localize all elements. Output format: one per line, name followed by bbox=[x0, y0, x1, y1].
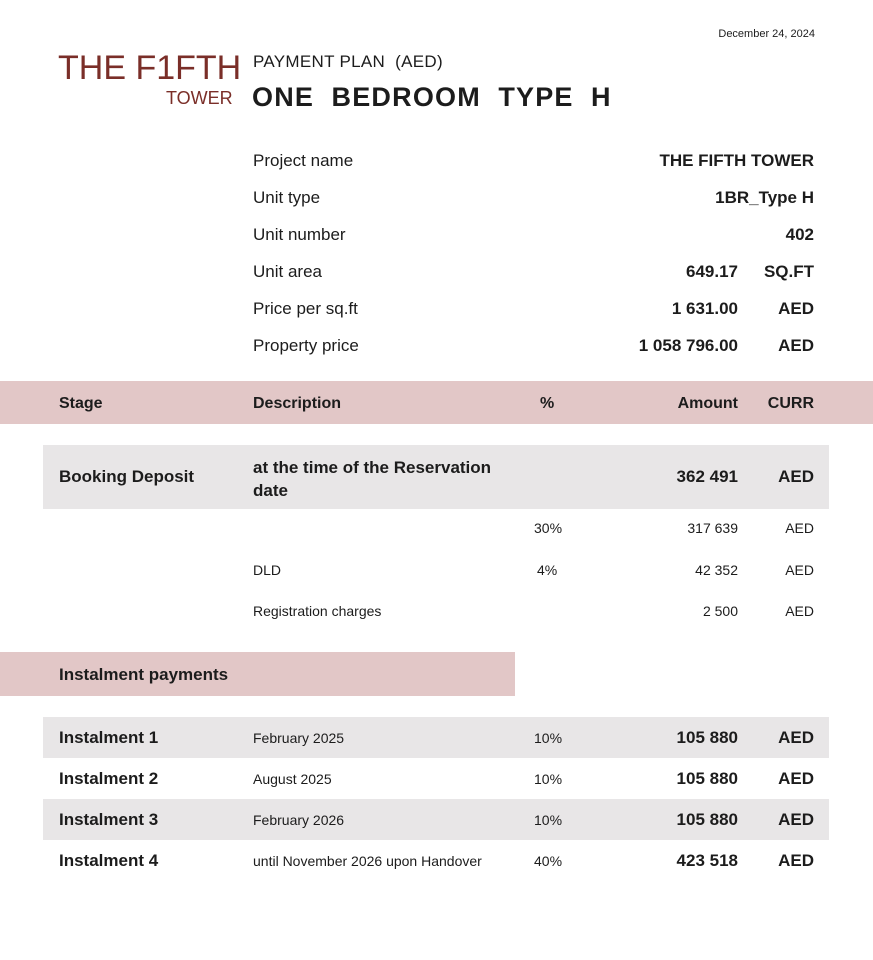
detail-curr: AED bbox=[785, 520, 814, 536]
info-value: 1BR_Type H bbox=[715, 188, 814, 207]
logo-text-main: THE F1FTH bbox=[58, 49, 242, 87]
instalment-curr: AED bbox=[778, 851, 814, 870]
detail-curr: AED bbox=[785, 603, 814, 619]
table-header-band bbox=[0, 381, 873, 424]
info-row-price-per-sqft bbox=[253, 299, 814, 336]
header-percent: % bbox=[540, 395, 555, 412]
instalment-amount: 105 880 bbox=[676, 728, 738, 747]
info-label: Project name bbox=[253, 151, 354, 170]
info-label: Property price bbox=[253, 336, 359, 355]
detail-amount: 317 639 bbox=[687, 520, 738, 536]
instalment-amount: 105 880 bbox=[676, 769, 738, 788]
instalment-stage: Instalment 1 bbox=[59, 728, 159, 747]
booking-description bbox=[253, 456, 523, 502]
info-value: THE FIFTH TOWER bbox=[659, 151, 814, 170]
detail-curr: AED bbox=[785, 562, 814, 578]
booking-amount: 362 491 bbox=[676, 467, 738, 486]
instalment-percent: 10% bbox=[534, 812, 563, 828]
instalment-section-title: Instalment payments bbox=[59, 665, 229, 684]
info-label: Unit number bbox=[253, 225, 346, 244]
header-curr: CURR bbox=[767, 395, 814, 412]
booking-description-line1: at the time of the Reservation bbox=[253, 458, 492, 477]
instalment-curr: AED bbox=[778, 728, 814, 747]
header-description: Description bbox=[253, 395, 342, 412]
plan-title: ONE BEDROOM TYPE H bbox=[252, 82, 612, 112]
detail-description: Registration charges bbox=[253, 603, 382, 619]
info-row-property-price bbox=[253, 336, 814, 373]
instalment-description: February 2026 bbox=[253, 812, 345, 828]
info-value: 1 631.00 bbox=[671, 299, 738, 318]
instalment-percent: 40% bbox=[534, 853, 563, 869]
info-unit: SQ.FT bbox=[763, 262, 814, 281]
document-date: December 24, 2024 bbox=[718, 28, 815, 40]
logo-text-sub: TOWER bbox=[166, 88, 233, 108]
instalment-percent: 10% bbox=[534, 771, 563, 787]
detail-amount: 42 352 bbox=[695, 562, 738, 578]
instalment-amount: 423 518 bbox=[676, 851, 738, 870]
instalment-description: August 2025 bbox=[253, 771, 332, 787]
plan-subtitle: PAYMENT PLAN (AED) bbox=[253, 52, 443, 71]
info-label: Unit type bbox=[253, 188, 321, 207]
info-unit: AED bbox=[778, 299, 814, 318]
instalment-curr: AED bbox=[778, 810, 814, 829]
instalment-description: February 2025 bbox=[253, 730, 345, 746]
instalment-amount: 105 880 bbox=[676, 810, 738, 829]
info-label: Unit area bbox=[253, 262, 322, 281]
info-row-unit-area bbox=[253, 262, 814, 299]
info-value: 402 bbox=[785, 225, 814, 244]
booking-stage: Booking Deposit bbox=[59, 467, 195, 486]
detail-amount: 2 500 bbox=[702, 603, 738, 619]
booking-description-line2: date bbox=[253, 481, 288, 500]
info-value: 649.17 bbox=[686, 262, 738, 281]
info-label: Price per sq.ft bbox=[253, 299, 358, 318]
info-row-project-name bbox=[253, 151, 814, 188]
info-row-unit-number bbox=[253, 225, 814, 262]
detail-percent: 4% bbox=[537, 562, 558, 578]
instalment-stage: Instalment 4 bbox=[59, 851, 159, 870]
instalment-curr: AED bbox=[778, 769, 814, 788]
detail-description: DLD bbox=[253, 562, 282, 578]
info-row-unit-type bbox=[253, 188, 814, 225]
instalment-stage: Instalment 3 bbox=[59, 810, 159, 829]
booking-curr: AED bbox=[778, 467, 814, 486]
instalment-percent: 10% bbox=[534, 730, 563, 746]
detail-percent: 30% bbox=[534, 520, 563, 536]
header-stage: Stage bbox=[59, 395, 103, 412]
info-value: 1 058 796.00 bbox=[638, 336, 738, 355]
instalment-stage: Instalment 2 bbox=[59, 769, 159, 788]
header-amount: Amount bbox=[677, 395, 738, 412]
instalment-description: until November 2026 upon Handover bbox=[253, 853, 482, 869]
info-unit: AED bbox=[778, 336, 814, 355]
